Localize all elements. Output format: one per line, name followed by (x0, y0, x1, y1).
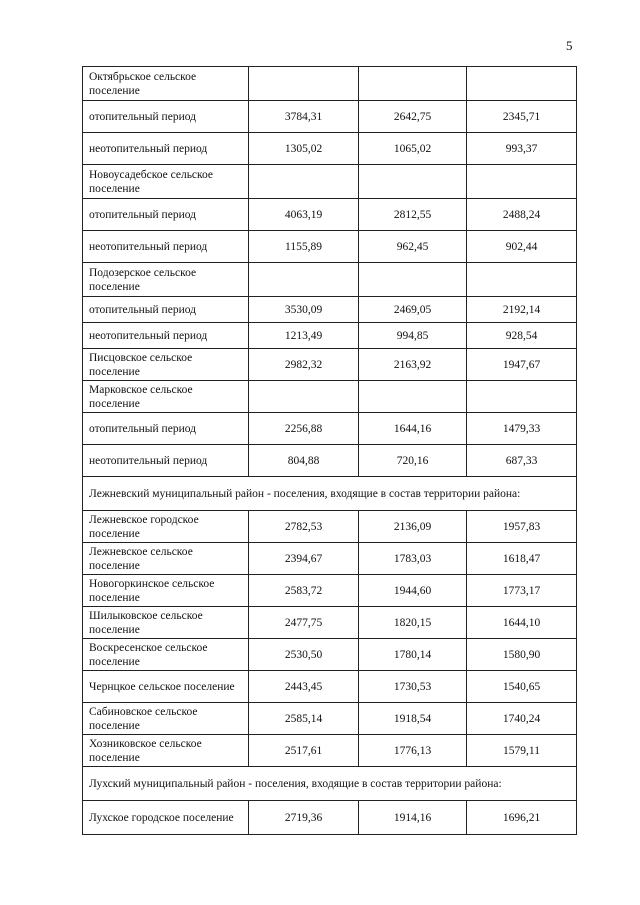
table-row (83, 607, 577, 639)
value-cell-3: 2192,14 (467, 297, 577, 323)
table-row (83, 199, 577, 231)
value-cell-1: 2719,36 (249, 801, 359, 835)
value-cell-3 (467, 67, 577, 101)
district-title-cell: Лежневский муниципальный район - поселения, входящие в состав территории района: (83, 477, 577, 511)
settlement-header-row (83, 381, 577, 413)
row-name-cell: Подозерское сельское поселение (83, 263, 249, 297)
row-name-cell: Лежневское городское поселение (83, 511, 249, 543)
table-row (83, 671, 577, 703)
page-number: 5 (566, 38, 573, 53)
table-row (83, 543, 577, 575)
row-name-cell: Чернцкое сельское поселение (83, 671, 249, 703)
value-cell-3: 1580,90 (467, 639, 577, 671)
row-name-cell: Сабиновское сельское поселение (83, 703, 249, 735)
value-cell-3: 1644,10 (467, 607, 577, 639)
value-cell-1 (249, 381, 359, 413)
value-cell-1: 2585,14 (249, 703, 359, 735)
value-cell-1: 3784,31 (249, 101, 359, 133)
value-cell-1: 2256,88 (249, 413, 359, 445)
table-row (83, 639, 577, 671)
row-name-cell: Воскресенское сельское поселение (83, 639, 249, 671)
value-cell-3: 928,54 (467, 323, 577, 349)
value-cell-2: 1780,14 (359, 639, 467, 671)
value-cell-1: 1213,49 (249, 323, 359, 349)
value-cell-1 (249, 263, 359, 297)
value-cell-3: 993,37 (467, 133, 577, 165)
table-row (83, 349, 577, 381)
value-cell-2: 1820,15 (359, 607, 467, 639)
value-cell-2: 2812,55 (359, 199, 467, 231)
table-row (83, 413, 577, 445)
value-cell-1: 2394,67 (249, 543, 359, 575)
value-cell-3 (467, 263, 577, 297)
row-name-cell: Писцовское сельское поселение (83, 349, 249, 381)
row-name-cell: отопительный период (83, 297, 249, 323)
value-cell-1: 2477,75 (249, 607, 359, 639)
settlement-header-row (83, 263, 577, 297)
table-row (83, 297, 577, 323)
value-cell-3: 1773,17 (467, 575, 577, 607)
row-name-cell: отопительный период (83, 413, 249, 445)
table-row (83, 735, 577, 767)
value-cell-3: 1579,11 (467, 735, 577, 767)
table-row (83, 323, 577, 349)
row-name-cell: Шилыковское сельское поселение (83, 607, 249, 639)
row-name-cell: Новоусадебское сельское поселение (83, 165, 249, 199)
tariff-table (82, 66, 577, 835)
value-cell-3: 902,44 (467, 231, 577, 263)
row-name-cell: неотопительный период (83, 445, 249, 477)
value-cell-3: 1957,83 (467, 511, 577, 543)
value-cell-2: 2136,09 (359, 511, 467, 543)
value-cell-2 (359, 381, 467, 413)
value-cell-2: 1065,02 (359, 133, 467, 165)
value-cell-2 (359, 67, 467, 101)
row-name-cell: неотопительный период (83, 323, 249, 349)
value-cell-3: 1947,67 (467, 349, 577, 381)
value-cell-1: 804,88 (249, 445, 359, 477)
value-cell-1 (249, 165, 359, 199)
district-row (83, 477, 577, 511)
table-row (83, 445, 577, 477)
table-row (83, 101, 577, 133)
value-cell-3: 1618,47 (467, 543, 577, 575)
table-row (83, 801, 577, 835)
value-cell-3 (467, 381, 577, 413)
value-cell-1 (249, 67, 359, 101)
value-cell-2 (359, 165, 467, 199)
value-cell-3: 2488,24 (467, 199, 577, 231)
row-name-cell: отопительный период (83, 199, 249, 231)
value-cell-3: 687,33 (467, 445, 577, 477)
value-cell-1: 2443,45 (249, 671, 359, 703)
value-cell-1: 4063,19 (249, 199, 359, 231)
value-cell-1: 2530,50 (249, 639, 359, 671)
value-cell-2: 1783,03 (359, 543, 467, 575)
value-cell-3: 1696,21 (467, 801, 577, 835)
settlement-header-row (83, 165, 577, 199)
value-cell-2: 1914,16 (359, 801, 467, 835)
value-cell-1: 2583,72 (249, 575, 359, 607)
value-cell-2: 2642,75 (359, 101, 467, 133)
value-cell-2: 1730,53 (359, 671, 467, 703)
row-name-cell: Новогоркинское сельское поселение (83, 575, 249, 607)
row-name-cell: Октябрьское сельское поселение (83, 67, 249, 101)
row-name-cell: отопительный период (83, 101, 249, 133)
value-cell-3 (467, 165, 577, 199)
table-row (83, 133, 577, 165)
value-cell-1: 2782,53 (249, 511, 359, 543)
value-cell-2: 2163,92 (359, 349, 467, 381)
value-cell-2: 1776,13 (359, 735, 467, 767)
value-cell-3: 1740,24 (467, 703, 577, 735)
value-cell-1: 1155,89 (249, 231, 359, 263)
row-name-cell: неотопительный период (83, 231, 249, 263)
row-name-cell: Хозниковское сельское поселение (83, 735, 249, 767)
table-body (83, 67, 577, 835)
value-cell-2: 2469,05 (359, 297, 467, 323)
value-cell-1: 1305,02 (249, 133, 359, 165)
value-cell-2 (359, 263, 467, 297)
value-cell-2: 1644,16 (359, 413, 467, 445)
value-cell-3: 2345,71 (467, 101, 577, 133)
value-cell-2: 720,16 (359, 445, 467, 477)
value-cell-2: 962,45 (359, 231, 467, 263)
value-cell-2: 994,85 (359, 323, 467, 349)
value-cell-1: 2982,32 (249, 349, 359, 381)
row-name-cell: Лежневское сельское поселение (83, 543, 249, 575)
district-row (83, 767, 577, 801)
value-cell-3: 1479,33 (467, 413, 577, 445)
settlement-header-row (83, 67, 577, 101)
value-cell-1: 3530,09 (249, 297, 359, 323)
value-cell-3: 1540,65 (467, 671, 577, 703)
district-title-cell: Лухский муниципальный район - поселения, входящие в состав территории района: (83, 767, 577, 801)
table-row (83, 575, 577, 607)
row-name-cell: Марковское сельское поселение (83, 381, 249, 413)
table-row (83, 511, 577, 543)
value-cell-2: 1918,54 (359, 703, 467, 735)
row-name-cell: неотопительный период (83, 133, 249, 165)
row-name-cell: Лухское городское поселение (83, 801, 249, 835)
table-row (83, 703, 577, 735)
table-row (83, 231, 577, 263)
value-cell-1: 2517,61 (249, 735, 359, 767)
value-cell-2: 1944,60 (359, 575, 467, 607)
